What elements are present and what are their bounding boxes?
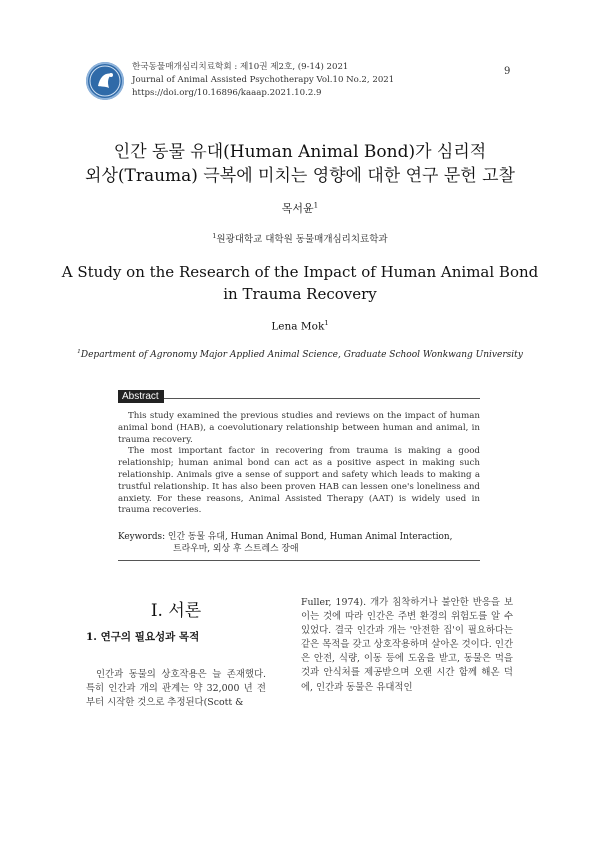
abstract-body [118, 411, 480, 517]
korean-author [0, 200, 600, 216]
abstract-paragraph-2: The most important factor in recovering from trauma is making a good relationship; human animal bond can act as a positive aspect in making such relationship. Animals give a sense of support and safety which leads to making a trustful relationship. It has also been proven HAB can lessen one's loneliness and anxiety. For these reasons, Animal Assisted Therapy (AAT) is widely used in trauma recoveries. [118, 446, 480, 516]
korean-affiliation [0, 231, 600, 245]
section-title: Ⅰ. 서론 [150, 601, 202, 621]
korean-title-line2: 외상(Trauma) 극복에 미치는 영향에 대한 연구 문헌 고찰 [85, 166, 515, 186]
keywords-line-1: 인간 동물 유대, Human Animal Bond, Human Animal Interaction, [167, 532, 453, 542]
right-column-text [301, 596, 513, 695]
korean-affiliation-sup: 1 [212, 232, 217, 240]
korean-title-line1: 인간 동물 유대(Human Animal Bond)가 심리적 [113, 142, 487, 162]
abstract-top-rule [118, 398, 480, 399]
english-affiliation [0, 349, 600, 360]
korean-affiliation-text: 원광대학교 대학원 동물매개심리치료학과 [216, 234, 388, 245]
left-column-paragraph: 인간과 동물의 상호작용은 늘 존재했다. 특히 인간과 개의 관계는 약 32,000 년 전부터 시작한 것으로 추정된다(Scott & [86, 669, 266, 709]
abstract-label: Abstract [118, 390, 164, 403]
page-number: 9 [504, 66, 511, 77]
keywords-line-2: 트라우마, 외상 후 스트레스 장애 [173, 544, 299, 555]
english-author-name: Lena Mok [271, 320, 325, 333]
keywords [118, 531, 480, 555]
keywords-label: Keywords: [118, 532, 166, 542]
doi-link[interactable]: https://doi.org/10.16896/kaaap.2021.10.2.9 [132, 88, 322, 98]
journal-korean-name: 한국동물매개심리치료학회 : 제10권 제2호, (9-14) 2021 [132, 62, 349, 72]
abstract-bottom-rule [118, 560, 480, 561]
english-affiliation-sup: 1 [77, 349, 81, 355]
left-column-text [86, 668, 266, 710]
abstract-paragraph-1: This study examined the previous studies and reviews on the impact of human animal bond (HAB), a coevolutionary relationship between human and animal, in trauma recovery. [118, 411, 480, 445]
korean-author-sup: 1 [313, 200, 319, 210]
subsection-title: 1. 연구의 필요성과 목적 [86, 631, 200, 643]
society-logo-icon [86, 62, 124, 100]
english-title-line1: A Study on the Research of the Impact of Human Animal Bond [61, 263, 539, 281]
korean-author-name: 목서윤 [281, 202, 314, 215]
english-affiliation-text: Department of Agronomy Major Applied Animal Science, Graduate School Wonkwang University [80, 350, 523, 360]
right-column-paragraph: Fuller, 1974). 개가 침착하거나 불안한 반응을 보이는 것에 따라 인간은 주변 환경의 위험도를 알 수 있었다. 결국 인간과 개는 '안전한 집'이 필요하다는 같은 목적을 갖고 상호작용하며 살아온 것이다. 인간은 안전, 식량, 이동 등에 도움을 받고, 동물은 먹을 것과 안식처를 제공받으며 오랜 시간 함께 해온 덕에, 인간과 동물은 유대적인 [301, 597, 513, 693]
english-title-line2: in Trauma Recovery [223, 285, 377, 303]
journal-english-name: Journal of Animal Assisted Psychotherapy Vol.10 No.2, 2021 [132, 75, 395, 85]
english-author [0, 319, 600, 333]
english-author-sup: 1 [324, 319, 329, 327]
